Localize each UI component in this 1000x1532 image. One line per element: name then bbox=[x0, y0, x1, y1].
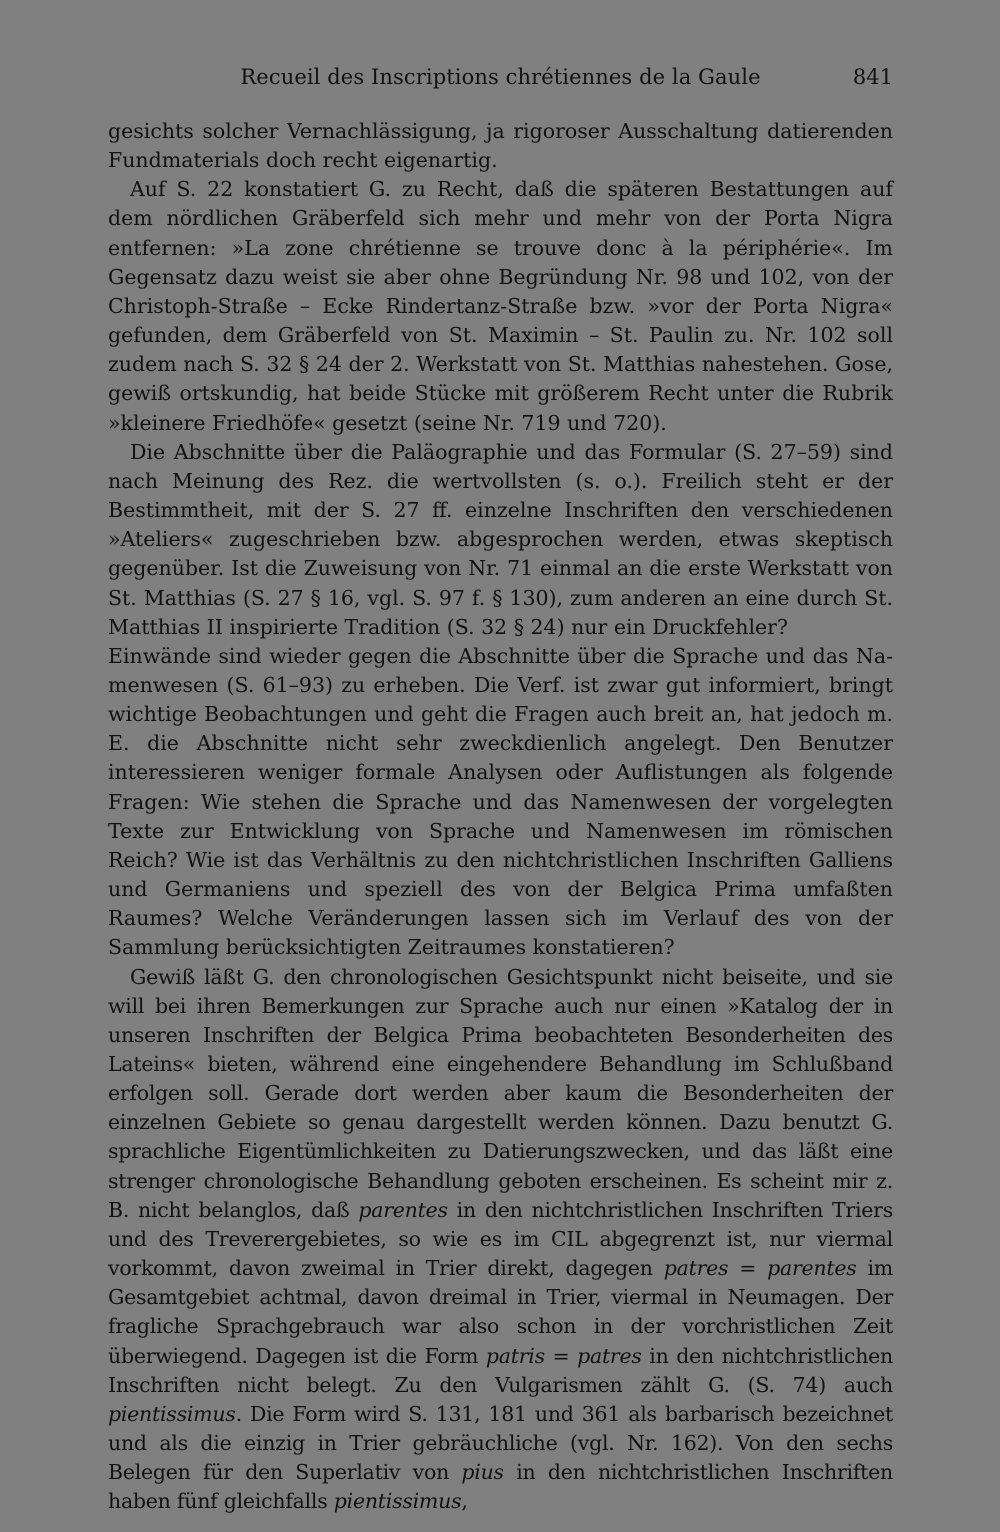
body-text bbox=[108, 117, 893, 1517]
paragraph-5 bbox=[108, 963, 893, 1517]
paragraph-text: Die Abschnitte über die Paläographie und das Formular (S. 27–59) sind nach Meinung des Rez. die wertvollsten (s. o.). Freilich steht er der Bestimmtheit, mit der S. 27 ff. einzelne Inschriften den verschiedenen »Ateliers« zugeschrieben bzw. abgesprochen werden, etwas skeptisch gegenüber. Ist die Zuweisung von Nr. 71 einmal an die erste Werkstatt von St. Matthias (S. 27 § 16, vgl. S. 97 f. § 130), zum anderen an eine durch St. Matthias II inspirierte Tradition (S. 32 § 24) nur ein Druckfehler? bbox=[108, 439, 893, 639]
paragraph-text: im Gesamtgebiet achtmal, davon dreimal in Trier, viermal in Neumagen. Der fragliche Sprachgebrauch war also schon in der vorchristlichen Zeit überwiegend. Dagegen ist die Form bbox=[108, 1256, 893, 1368]
paragraph-text: Einwände sind wieder gegen die Abschnitte über die Sprache und das Namenwesen (S. 61–93) zu erheben. Die Verf. ist zwar gut informiert, bringt wichtige Beobachtungen und geht die Fragen auch breit an, hat jedoch m. E. die Abschnitte nicht sehr zweckdienlich angelegt. Den Benutzer interessieren weniger formale Analysen oder Auflistungen als folgende Fragen: Wie stehen die Sprache und das Namenwesen der vorgelegten Texte zur Entwicklung von Sprache und Namenwesen im römischen Reich? Wie ist das Verhältnis zu den nichtchristlichen Inschriften Galliens und Germaniens und speziell des von der Belgica Prima umfaßten Raumes? Welche Veränderungen lassen sich im Verlauf des von der Sammlung berücksichtigten Zeitraumes konstatieren? bbox=[108, 643, 893, 960]
paragraph-3 bbox=[108, 438, 893, 642]
page-number: 841 bbox=[852, 65, 893, 89]
paragraph-text: in den nichtchristlichen Inschriften Triers und des Treverergebietes, so wie es im CIL abgegrenzt ist, nur viermal vorkommt, davon zweimal in Trier direkt, dagegen bbox=[108, 1197, 893, 1281]
paragraph-text: gesichts solcher Vernachlässigung, ja rigoroser Ausschaltung datierenden Fundmaterials doch recht eigenartig. bbox=[108, 119, 893, 173]
running-title: Recueil des Inscriptions chrétiennes de la Gaule bbox=[240, 65, 761, 89]
paragraph-4 bbox=[108, 642, 893, 963]
paragraph-2 bbox=[108, 175, 893, 437]
italic-term: pientissimus bbox=[108, 1401, 236, 1426]
italic-term: patris = patres bbox=[485, 1343, 642, 1368]
paragraph-text: Auf S. 22 konstatiert G. zu Recht, daß die späteren Bestattungen auf dem nördlichen Gräberfeld sich mehr und mehr von der Porta Nigra entfernen: »La zone chrétienne se trouve donc à la périphérie«. Im Gegensatz dazu weist sie aber ohne Begründung Nr. 98 und 102, von der Christoph-Straße – Ecke Rindertanz-Straße bzw. »vor der Porta Nigra« gefunden, dem Gräberfeld von St. Maximin – St. Paulin zu. Nr. 102 soll zudem nach S. 32 § 24 der 2. Werkstatt von St. Matthias nahestehen. Gose, gewiß ortskundig, hat beide Stücke mit größerem Recht unter die Rubrik »kleinere Friedhöfe« gesetzt (seine Nr. 719 und 720). bbox=[108, 177, 893, 435]
italic-term: patres = parentes bbox=[663, 1256, 857, 1281]
paragraph-text: , bbox=[461, 1489, 468, 1514]
italic-term: pientissimus bbox=[333, 1489, 462, 1514]
paragraph-text: Gewiß läßt G. den chronologischen Gesichtspunkt nicht beiseite, und sie will bei ihren Bemerkungen zur Sprache auch nur einen »Katalog der in unseren Inschriften der Belgica Prima beobachteten Besonderheiten des Lateins« bieten, während eine eingehendere Behandlung im Schlußband erfolgen soll. Gerade dort werden aber kaum die Besonderheiten der einzelnen Gebiete so genau dargestellt werden können. Dazu benutzt G. sprachliche Eigentümlichkeiten zu Datierungszwecken, und das läßt eine strenger chronologische Behandlung geboten erscheinen. Es scheint mir z. B. nicht belanglos, daß bbox=[108, 964, 893, 1222]
paragraph-text: . Die Form wird S. 131, 181 und 361 als barbarisch bezeichnet und als die einzig in Trier gebräuchliche (vgl. Nr. 162). Von den sechs Belegen für den Superlativ von bbox=[108, 1401, 893, 1485]
italic-term: pius bbox=[461, 1460, 504, 1485]
paragraph-text: in den nichtchristlichen Inschriften haben fünf gleichfalls bbox=[108, 1460, 893, 1514]
italic-term: parentes bbox=[358, 1197, 448, 1222]
running-head bbox=[108, 62, 893, 92]
paragraph-1 bbox=[108, 117, 893, 175]
paragraph-text: in den nichtchristlichen Inschriften nicht belegt. Zu den Vulgarismen zählt G. (S. 74) auch bbox=[108, 1343, 893, 1397]
